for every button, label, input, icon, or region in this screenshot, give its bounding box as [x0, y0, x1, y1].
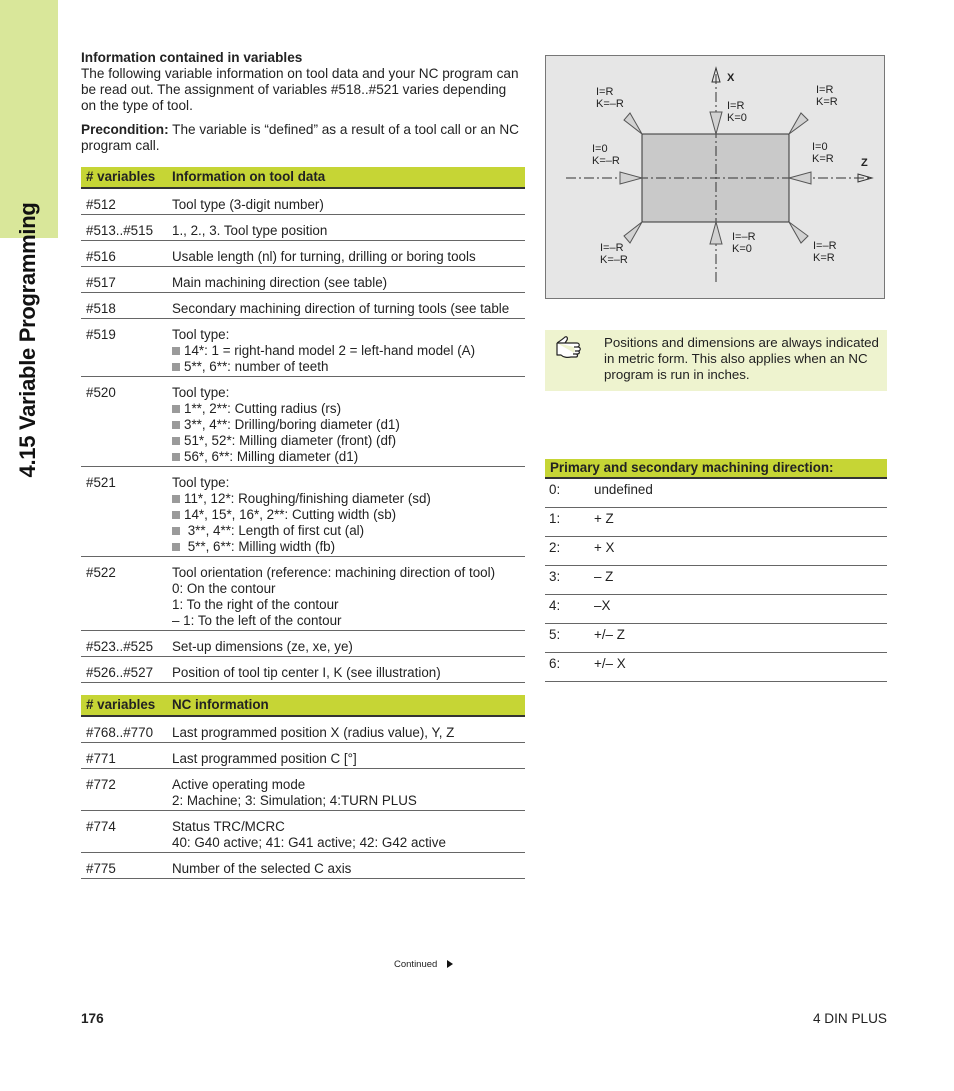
nc-table-line-text: 2: Machine; 3: Simulation; 4:TURN PLUS [172, 793, 417, 808]
tool-table-variable: #516 [81, 241, 167, 267]
precondition-label: Precondition: [81, 122, 169, 137]
direction-value: –X [590, 595, 887, 624]
nc-table-text-line [172, 819, 520, 835]
tool-table-description [167, 377, 525, 467]
tool-table-line-text: 5**, 6**: number of teeth [184, 359, 329, 374]
nc-table-line-text: Number of the selected C axis [172, 861, 352, 876]
direction-code: 6: [545, 653, 590, 682]
label-tl-i: I=R [596, 86, 614, 98]
tool-table-text-line [172, 275, 520, 291]
tool-table-bullet-line [172, 433, 520, 449]
tool-table-variable: #517 [81, 267, 167, 293]
label-br-k: K=R [813, 252, 835, 264]
tool-table-line-text: Main machining direction (see table) [172, 275, 388, 290]
page-number: 176 [81, 1011, 104, 1026]
tool-table-line-text: Tool type: [172, 327, 230, 342]
tool-table-bullet-line [172, 343, 520, 359]
tool-table-line-text: 3**, 4**: Length of first cut (al) [184, 523, 365, 538]
direction-code: 2: [545, 537, 590, 566]
nc-table-header-info: NC information [167, 695, 525, 716]
tool-table-line-text: – 1: To the left of the contour [172, 613, 342, 628]
nc-table-variable: #768..#770 [81, 716, 167, 743]
direction-row [545, 566, 887, 595]
tool-table-line-text: Tool type (3-digit number) [172, 197, 324, 212]
nc-table-text-line [172, 751, 520, 767]
nc-information-table [81, 695, 525, 879]
tool-table-description [167, 631, 525, 657]
tool-br [789, 222, 808, 243]
tool-table-line-text: 0: On the contour [172, 581, 276, 596]
tool-table-line-text: Tool type: [172, 385, 230, 400]
label-ml-k: K=–R [592, 155, 620, 167]
tool-table-variable: #526..#527 [81, 657, 167, 683]
tool-table-description [167, 188, 525, 215]
direction-value: + X [590, 537, 887, 566]
note-text: Positions and dimensions are always indicated in metric form. This also applies when an NC program is run in inches. [604, 335, 879, 382]
direction-row [545, 478, 887, 508]
tool-table-description [167, 319, 525, 377]
tool-mr [789, 172, 811, 184]
continued-arrow-icon [447, 960, 453, 968]
tool-table-variable: #520 [81, 377, 167, 467]
tool-tip-diagram [545, 55, 885, 299]
nc-table-row [81, 853, 525, 879]
nc-table-variable: #771 [81, 743, 167, 769]
label-bl-k: K=–R [600, 254, 628, 266]
tool-tl [624, 113, 642, 134]
tool-table-variable: #513..#515 [81, 215, 167, 241]
nc-table-text-line [172, 835, 520, 851]
bullet-square-icon [172, 405, 180, 413]
tool-table-row [81, 467, 525, 557]
tool-table-line-text: Usable length (nl) for turning, drilling or boring tools [172, 249, 476, 264]
direction-code: 0: [545, 478, 590, 508]
note-box [545, 330, 887, 391]
tool-table-description [167, 267, 525, 293]
direction-code: 3: [545, 566, 590, 595]
axis-x-label: X [727, 72, 735, 84]
chapter-label: 4 DIN PLUS [812, 1011, 887, 1026]
tool-table-text-line [172, 385, 520, 401]
tool-table-bullet-line [172, 491, 520, 507]
tool-table-row [81, 557, 525, 631]
tool-table-line-text: Tool orientation (reference: machining direction of tool) [172, 565, 496, 580]
nc-table-text-line [172, 793, 520, 809]
label-ml-i: I=0 [592, 143, 608, 155]
bullet-square-icon [172, 421, 180, 429]
tool-table-line-text: 1., 2., 3. Tool type position [172, 223, 328, 238]
tool-table-row [81, 631, 525, 657]
tool-table-variable: #523..#525 [81, 631, 167, 657]
nc-table-header-var: # variables [81, 695, 167, 716]
tool-table-line-text: 5**, 6**: Milling width (fb) [184, 539, 336, 554]
nc-table-line-text: Status TRC/MCRC [172, 819, 285, 834]
direction-table-header: Primary and secondary machining direction: [545, 459, 887, 478]
label-br-i: I=–R [813, 240, 837, 252]
tool-table-line-text: 14*: 1 = right-hand model 2 = left-hand model (A) [184, 343, 476, 358]
tool-table-text-line [172, 597, 520, 613]
tool-ml [620, 172, 642, 184]
tool-table-text-line [172, 327, 520, 343]
direction-value: + Z [590, 508, 887, 537]
nc-table-description [167, 853, 525, 879]
tool-table-text-line [172, 581, 520, 597]
nc-table-row [81, 769, 525, 811]
direction-value: +/– X [590, 653, 887, 682]
tool-table-variable: #522 [81, 557, 167, 631]
tool-table-text-line [172, 639, 520, 655]
nc-table-variable: #774 [81, 811, 167, 853]
tool-table-bullet-line [172, 449, 520, 465]
label-tm-k: K=0 [727, 112, 747, 124]
direction-row [545, 624, 887, 653]
machining-direction-table [545, 459, 887, 682]
nc-table-description [167, 716, 525, 743]
direction-value: undefined [590, 478, 887, 508]
tool-table-line-text: 51*, 52*: Milling diameter (front) (df) [184, 433, 397, 448]
nc-table-line-text: Active operating mode [172, 777, 306, 792]
tool-table-row [81, 377, 525, 467]
nc-table-row [81, 716, 525, 743]
nc-table-row [81, 811, 525, 853]
bullet-square-icon [172, 495, 180, 503]
tool-table-line-text: 3**, 4**: Drilling/boring diameter (d1) [184, 417, 400, 432]
label-bl-i: I=–R [600, 242, 624, 254]
continued-indicator [394, 959, 453, 970]
intro-text: The following variable information on tool data and your NC program can be read out. The assignment of variables #518..#521 varies depending on the type of tool. [81, 66, 519, 113]
direction-code: 5: [545, 624, 590, 653]
label-bm-i: I=–R [732, 231, 756, 243]
bullet-square-icon [172, 527, 180, 535]
direction-value: – Z [590, 566, 887, 595]
tool-table-text-line [172, 565, 520, 581]
bullet-square-icon [172, 543, 180, 551]
tool-table-line-text: Set-up dimensions (ze, xe, ye) [172, 639, 353, 654]
tool-table-row [81, 293, 525, 319]
tool-table-line-text: 1: To the right of the contour [172, 597, 339, 612]
tool-table-text-line [172, 475, 520, 491]
bullet-square-icon [172, 453, 180, 461]
label-tr-k: K=R [816, 96, 838, 108]
axis-z-label: Z [861, 157, 868, 169]
tool-table-variable: #518 [81, 293, 167, 319]
tool-tip-diagram-svg [546, 56, 884, 298]
tool-table-variable: #519 [81, 319, 167, 377]
tool-table-bullet-line [172, 539, 520, 555]
tool-table-text-line [172, 665, 520, 681]
tool-table-row [81, 267, 525, 293]
tool-table-bullet-line [172, 507, 520, 523]
nc-table-line-text: 40: G40 active; 41: G41 active; 42: G42 active [172, 835, 446, 850]
tool-table-bullet-line [172, 417, 520, 433]
nc-table-variable: #775 [81, 853, 167, 879]
direction-row [545, 508, 887, 537]
tool-table-row [81, 319, 525, 377]
tool-table-variable: #521 [81, 467, 167, 557]
pointing-hand-icon [555, 334, 593, 360]
tool-tm [710, 112, 722, 134]
tool-table-line-text: Secondary machining direction of turning tools (see table [172, 301, 510, 316]
direction-code: 4: [545, 595, 590, 624]
tool-table-description [167, 241, 525, 267]
nc-table-text-line [172, 777, 520, 793]
tool-table-line-text: Position of tool tip center I, K (see illustration) [172, 665, 441, 680]
label-bm-k: K=0 [732, 243, 752, 255]
label-tr-i: I=R [816, 84, 834, 96]
tool-table-header-info: Information on tool data [167, 167, 525, 188]
bullet-square-icon [172, 347, 180, 355]
tool-table-description [167, 657, 525, 683]
tool-table-text-line [172, 249, 520, 265]
tool-table-row [81, 215, 525, 241]
label-mr-i: I=0 [812, 141, 828, 153]
tool-table-description [167, 467, 525, 557]
nc-table-line-text: Last programmed position X (radius value), Y, Z [172, 725, 455, 740]
label-tl-k: K=–R [596, 98, 624, 110]
tool-table-text-line [172, 197, 520, 213]
direction-code: 1: [545, 508, 590, 537]
label-mr-k: K=R [812, 153, 834, 165]
direction-row [545, 653, 887, 682]
nc-table-text-line [172, 861, 520, 877]
direction-row [545, 595, 887, 624]
tool-tr [789, 113, 808, 134]
bullet-square-icon [172, 363, 180, 371]
continued-label: Continued [394, 959, 438, 970]
tool-table-bullet-line [172, 401, 520, 417]
tool-table-description [167, 215, 525, 241]
tool-table-row [81, 657, 525, 683]
bullet-square-icon [172, 511, 180, 519]
machining-direction-section [545, 459, 887, 682]
tool-table-bullet-line [172, 523, 520, 539]
nc-table-line-text: Last programmed position C [°] [172, 751, 357, 766]
tool-table-line-text: 11*, 12*: Roughing/finishing diameter (sd) [184, 491, 431, 506]
bullet-square-icon [172, 437, 180, 445]
nc-table-description [167, 769, 525, 811]
tool-table-line-text: 56*, 6**: Milling diameter (d1) [184, 449, 359, 464]
tool-table-row [81, 241, 525, 267]
nc-table-variable: #772 [81, 769, 167, 811]
tool-data-table [81, 167, 525, 683]
tool-table-text-line [172, 613, 520, 629]
tool-bm [710, 222, 722, 244]
nc-table-description [167, 811, 525, 853]
tool-bl [624, 222, 642, 243]
tool-table-description [167, 293, 525, 319]
tool-table-text-line [172, 223, 520, 239]
tool-table-line-text: Tool type: [172, 475, 230, 490]
intro-heading: Information contained in variables [81, 50, 303, 65]
label-tm-i: I=R [727, 100, 745, 112]
tool-table-variable: #512 [81, 188, 167, 215]
tool-table-bullet-line [172, 359, 520, 375]
direction-value: +/– Z [590, 624, 887, 653]
nc-table-row [81, 743, 525, 769]
tool-table-header-var: # variables [81, 167, 167, 188]
tool-table-description [167, 557, 525, 631]
tool-table-line-text: 14*, 15*, 16*, 2**: Cutting width (sb) [184, 507, 397, 522]
direction-row [545, 537, 887, 566]
left-column [81, 50, 525, 879]
tool-table-text-line [172, 301, 520, 317]
precondition [81, 122, 525, 154]
precondition-text: The variable is “defined” as a result of a tool call or an NC program call. [81, 122, 519, 153]
nc-table-description [167, 743, 525, 769]
tool-table-row [81, 188, 525, 215]
nc-table-text-line [172, 725, 520, 741]
tool-table-line-text: 1**, 2**: Cutting radius (rs) [184, 401, 342, 416]
